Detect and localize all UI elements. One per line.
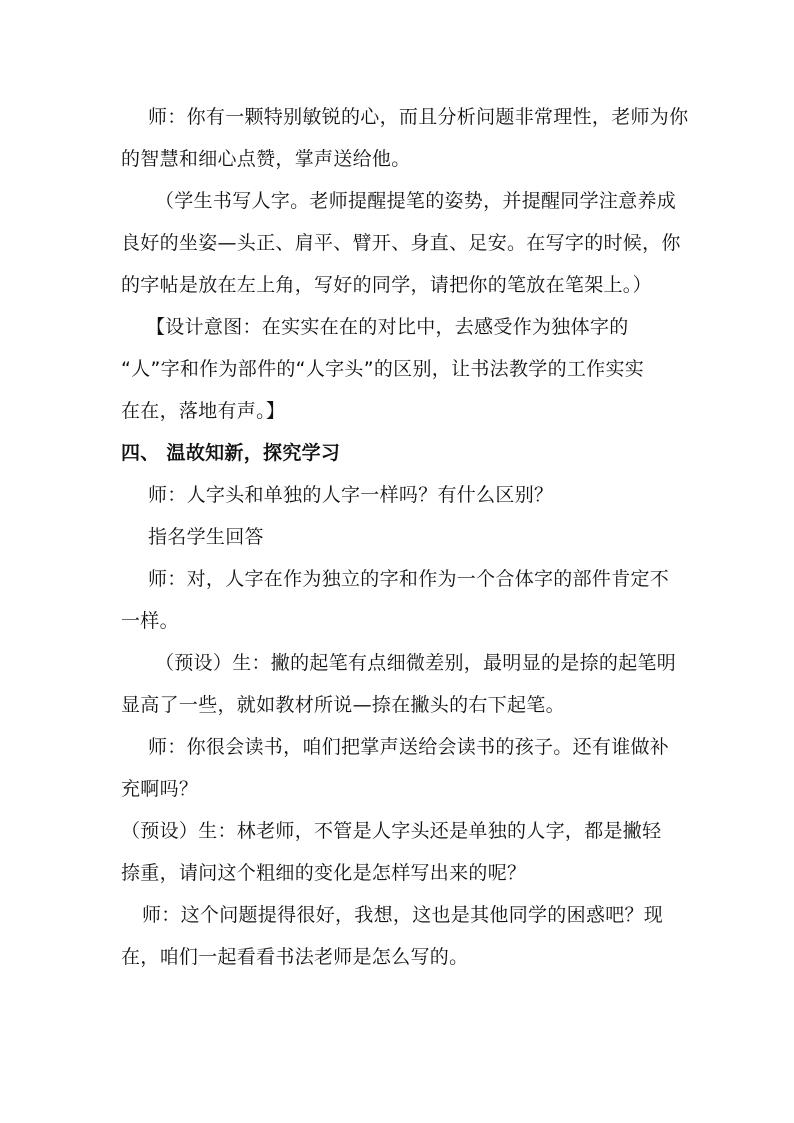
paragraph-line: 捺重，请问这个粗细的变化是怎样写出来的呢？ bbox=[121, 862, 527, 884]
paragraph-line: 师：你很会读书，咱们把掌声送给会读书的孩子。还有谁做补 bbox=[148, 736, 670, 758]
paragraph-line: （预设）生：林老师，不管是人字头还是单独的人字，都是撇轻 bbox=[121, 820, 662, 842]
paragraph-line: 显高了一些，就如教材所说—捺在撇头的右下起笔。 bbox=[121, 694, 565, 716]
paragraph-line: 师：人字头和单独的人字一样吗？有什么区别？ bbox=[148, 484, 554, 506]
paragraph-line: 一样。 bbox=[121, 610, 179, 632]
design-intent-line: 【设计意图：在实实在在的对比中，去感受作为独体字的 bbox=[146, 316, 629, 338]
paragraph-line: 师：这个问题提得很好，我想，这也是其他同学的困惑吧？现 bbox=[142, 904, 664, 926]
paragraph-line: 良好的坐姿—头正、肩平、臂开、身直、足安。在写字的时候，你 bbox=[121, 232, 681, 254]
paragraph-line: 的字帖是放在左上角，写好的同学，请把你的笔放在笔架上。） bbox=[121, 274, 652, 296]
paragraph-line: 师：你有一颗特别敏锐的心，而且分析问题非常理性，老师为你 bbox=[148, 106, 689, 128]
paragraph-line: 指名学生回答 bbox=[148, 526, 264, 548]
paragraph-line: 的智慧和细心点赞，掌声送给他。 bbox=[121, 148, 411, 170]
section-heading: 四、 温故知新，探究学习 bbox=[121, 442, 341, 464]
paragraph-line: 师：对，人字在作为独立的字和作为一个合体字的部件肯定不 bbox=[148, 568, 670, 590]
paragraph-line: （预设）生：撇的起笔有点细微差别，最明显的是捺的起笔明 bbox=[155, 652, 677, 674]
paragraph-line: 在，咱们一起看看书法老师是怎么写的。 bbox=[121, 946, 469, 968]
design-intent-line: 在在，落地有声。】 bbox=[121, 400, 286, 422]
design-intent-line: “人”字和作为部件的“人字头”的区别，让书法教学的工作实实 bbox=[121, 358, 645, 380]
paragraph-line: （学生书写人字。老师提醒提笔的姿势，并提醒同学注意养成 bbox=[155, 190, 677, 212]
paragraph-line: 充啊吗？ bbox=[121, 778, 199, 800]
